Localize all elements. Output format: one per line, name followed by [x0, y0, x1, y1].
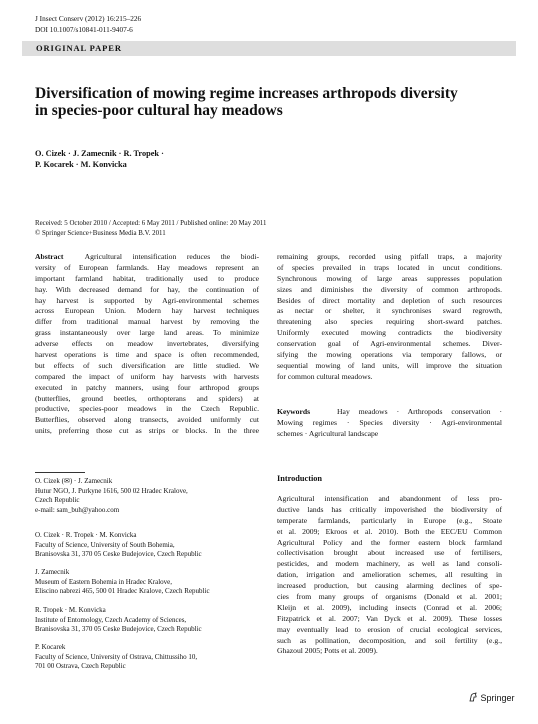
intro-line: ductive lands has critically impoverished the biodiversity of	[277, 504, 502, 514]
intro-line: et al. 2009; Ekroos et al. 2010). Both the EEC/EU Common	[277, 526, 502, 536]
intro-line: Agricultural intensification and abandonment of less pro-	[277, 494, 502, 503]
abstract-line: threatening also species requiring short-sward patches.	[277, 317, 502, 327]
abstract-line: as nectar or shelter, it synchronises sward regrowth,	[277, 306, 502, 316]
intro-line: dation, irrigation and amelioration schemes, all resulting in	[277, 570, 502, 580]
abstract-line: (butterflies, ground beetles, orthopterans and spiders) at	[35, 393, 259, 403]
doi: DOI 10.1007/s10841-011-9407-6	[35, 25, 133, 34]
article-type-label: ORIGINAL PAPER	[36, 43, 122, 53]
abstract-line: hay. With decreased demand for hay, the continuation of	[35, 284, 259, 294]
title-line-2: in species-poor cultural hay meadows	[35, 102, 283, 119]
abstract-line: important farmland habitat, traditionally used to produce	[35, 273, 259, 283]
abstract-line: of species prevailed in traps located in uncut conditions.	[277, 262, 502, 272]
abstract-line: compared the impact of uniform hay harvests with harvests	[35, 371, 259, 381]
publisher-logo	[468, 692, 515, 703]
affiliation-authors: J. Zamecnik	[35, 568, 70, 576]
abstract-line: across European Union. Modern hay harvest techniques	[35, 306, 259, 316]
title-line-1: Diversification of mowing regime increases arthropods diversity	[35, 85, 458, 102]
keywords	[277, 407, 502, 440]
intro-line: such as pollination, decomposition, and soil fertility (e.g.,	[277, 635, 502, 645]
abstract-line: differ from traditional manual harvest by removing the	[35, 317, 259, 327]
affiliation	[35, 606, 265, 635]
abstract-line: Besides of direct mortality and depletion of such resources	[277, 295, 502, 305]
abstract-label: Abstract	[35, 252, 64, 261]
authors-line-2: P. Kocarek · M. Konvicka	[35, 160, 127, 169]
intro-line: Kleijn et al. 2009), including insects (Conrad et al. 2006;	[277, 602, 502, 612]
abstract-line: conservation goal of Agri-environmental schemes. Diver-	[277, 339, 502, 349]
publication-dates	[35, 219, 266, 238]
keywords-line: Mowing regimes · Species diversity · Agri-environmental	[277, 417, 502, 427]
intro-line: temperate farmlands, particularly in Europe (e.g., Stoate	[277, 515, 502, 525]
affiliation-address: Eliscino nabrezi 465, 500 01 Hradec Kralove, Czech Republic	[35, 587, 210, 596]
affiliation-authors: O. Cizek · R. Tropek · M. Konvicka	[35, 531, 137, 539]
article-title	[35, 85, 505, 119]
intro-line: collectivisation brought about increased use of fertilisers,	[277, 548, 502, 558]
keywords-line: Keywords Hay meadows · Arthropods conservation ·	[277, 407, 502, 416]
intro-line: Fitzpatrick et al. 2007; Van Dyck et al. 2009). These losses	[277, 613, 502, 623]
abstract-line: executed in patchy manners, using four arthropod groups	[35, 382, 259, 392]
keywords-label: Keywords	[277, 407, 311, 416]
section-heading-introduction: Introduction	[277, 474, 323, 483]
abstract-line: Butterflies, observed along transects, avoided uniformly cut	[35, 415, 259, 425]
abstract-line: sequential mowing of land units, will improve the situation	[277, 360, 502, 370]
affiliation	[35, 643, 265, 672]
affiliation-address: Czech Republic	[35, 496, 80, 505]
abstract-line: hay harvest is supported by Agri-environmental schemes	[35, 295, 259, 305]
abstract-line: harvest operations is time and space is often recommended,	[35, 350, 259, 360]
abstract-line: sifying the mowing operations via temporary fallows, or	[277, 350, 502, 360]
abstract-line: for common cultural meadows.	[277, 371, 373, 381]
intro-line: may eventually lead to erosion of crucial ecological services,	[277, 624, 502, 634]
abstract-line: adverse effects on meadow invertebrates, diversifying	[35, 339, 259, 349]
abstract-line: but effects of such diversification are little studied. We	[35, 360, 259, 370]
abstract-line: productive, species-poor meadows in the Czech Republic.	[35, 404, 259, 414]
affiliation-address: Faculty of Science, University of Ostrava, Chittussiho 10,	[35, 652, 198, 661]
affiliation	[35, 477, 265, 516]
affiliation-address: 701 00 Ostrava, Czech Republic	[35, 662, 126, 671]
abstract-line: Synchronous mowing of large areas suppresses population	[277, 273, 502, 283]
intro-line: Ghazoul 2005; Potts et al. 2009).	[277, 646, 378, 656]
affiliation	[35, 568, 265, 597]
affiliation-address: Faculty of Science, University of South Bohemia,	[35, 540, 175, 549]
abstract-line: Uniformly executed mowing contradicts the biodiversity	[277, 328, 502, 338]
affiliation-address: Institute of Entomology, Czech Academy of Sciences,	[35, 615, 187, 624]
affiliation-authors: R. Tropek · M. Konvicka	[35, 606, 106, 614]
affiliation-address: Museum of Eastern Bohemia in Hradec Kralove,	[35, 577, 173, 586]
author-list	[35, 148, 164, 170]
abstract-line: Abstract Agricultural intensification reduces the biodi-	[35, 252, 259, 261]
footnote-divider	[35, 472, 85, 473]
springer-horse-icon	[468, 692, 478, 702]
abstract-line: versity of European farmlands. Hay meadows represent an	[35, 262, 259, 272]
intro-line: cies from many groups of organisms (Donald et al. 2001;	[277, 592, 502, 602]
received-accepted-dates: Received: 5 October 2010 / Accepted: 6 May 2011 / Published online: 20 May 2011	[35, 220, 267, 227]
affiliation-authors: O. Cizek (✉) · J. Zamecnik	[35, 477, 113, 485]
affiliation-address: Hutur NGO, J. Purkyne 1616, 500 02 Hradec Kralove,	[35, 486, 188, 495]
introduction-text	[277, 494, 502, 657]
abstract-continued	[277, 252, 502, 383]
abstract	[35, 252, 259, 437]
intro-line: pesticides, and modern machinery, as well as land consoli-	[277, 559, 502, 569]
affiliation-address: Branisovska 31, 370 05 Ceske Budejovice, Czech Republic	[35, 550, 202, 559]
abstract-line: remaining groups, recorded using pitfall traps, a majority	[277, 252, 502, 261]
copyright-notice: © Springer Science+Business Media B.V. 2011	[35, 229, 166, 237]
affiliation-authors: P. Kocarek	[35, 643, 66, 651]
keywords-line: schemes · Agricultural landscape	[277, 428, 379, 438]
article-type-banner	[22, 41, 516, 56]
author-email: e-mail: sam_buh@yahoo.com	[35, 506, 120, 515]
publisher-name: Springer	[480, 693, 515, 703]
journal-citation: J Insect Conserv (2012) 16:215–226	[35, 14, 142, 23]
affiliation	[35, 531, 265, 560]
abstract-line: units, preferring those cut as strips or blocks. In the three	[35, 426, 259, 436]
authors-line-1: O. Cizek · J. Zamecnik · R. Tropek ·	[35, 149, 164, 158]
abstract-line: sizes and diminishes the diversity of common arthropods.	[277, 284, 502, 294]
intro-line: increased production, but causing alarming declines of spe-	[277, 581, 502, 591]
intro-line: Agricultural Policy and the former eastern block farmland	[277, 537, 502, 547]
affiliation-address: Branisovska 31, 370 05 Ceske Budejovice, Czech Republic	[35, 625, 202, 634]
abstract-line: grass instantaneously over large land areas. To minimize	[35, 328, 259, 338]
